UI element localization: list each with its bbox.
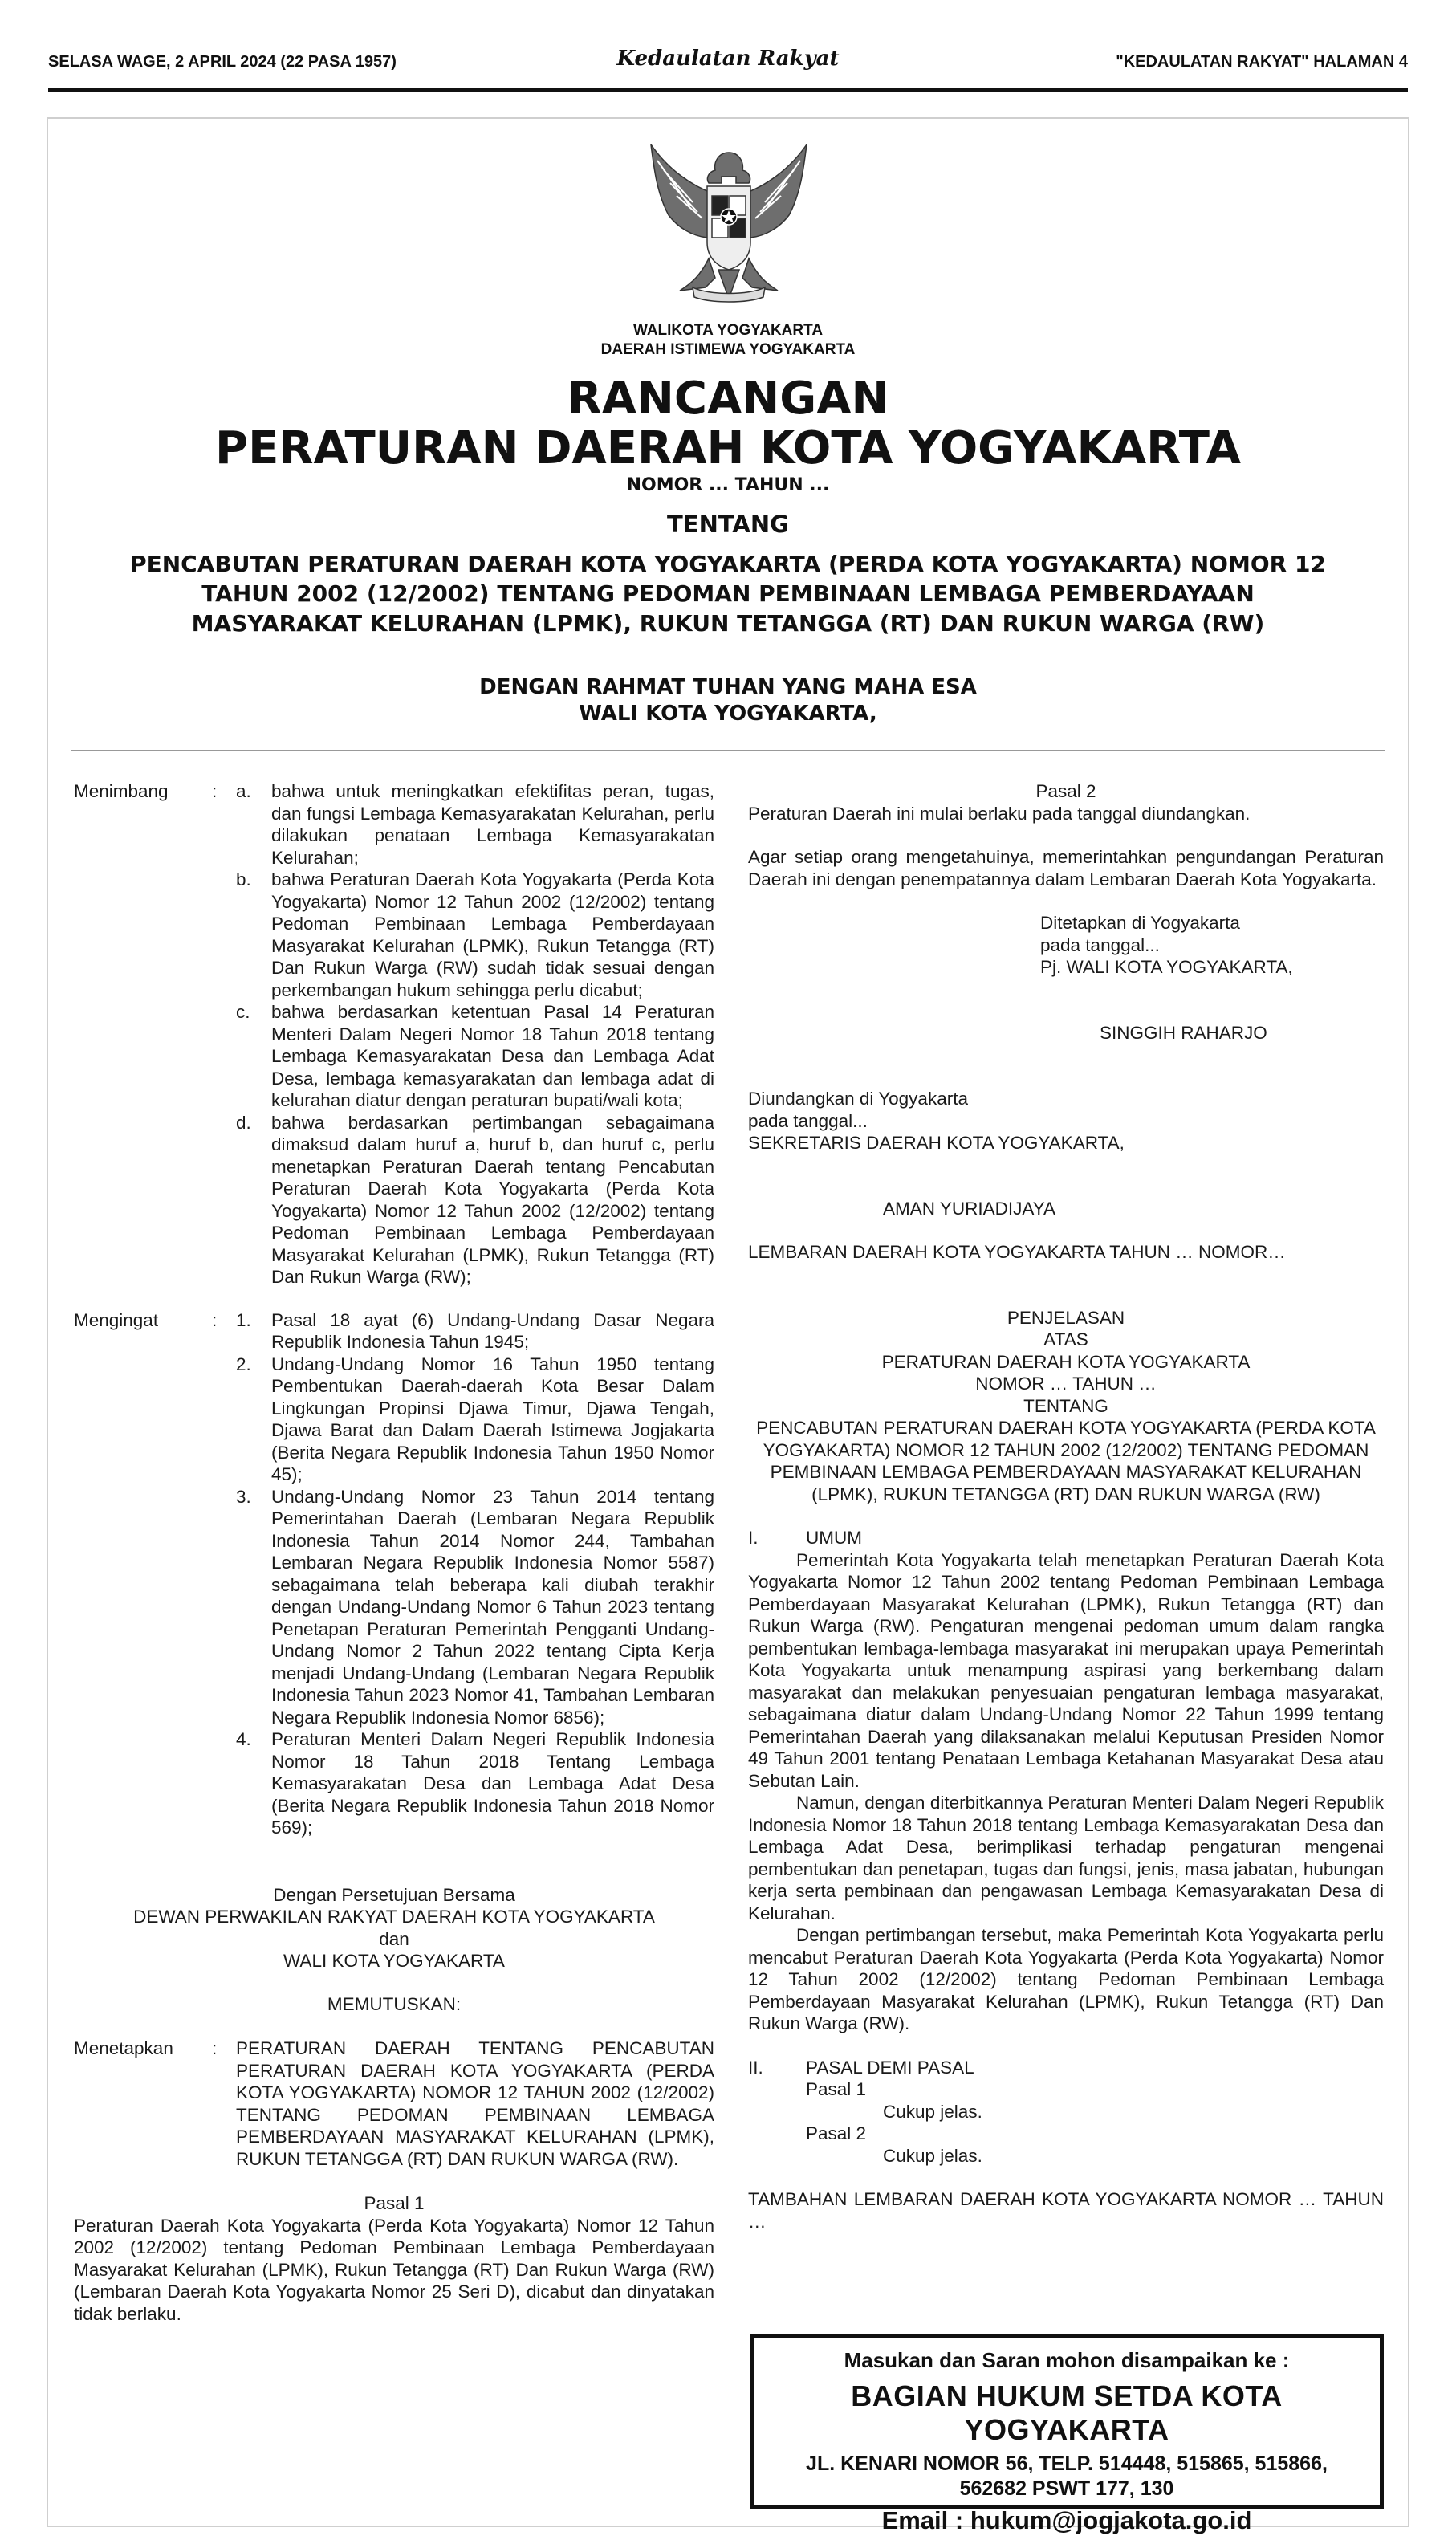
document-number: NOMOR ... TAHUN ... — [626, 475, 830, 495]
pasal-2-text-2: Agar setiap orang mengetahuinya, memerintahkan pengundangan Peraturan Daerah ini dengan penempatannya dalam Lembaran Daerah Kota Yogyakarta. — [748, 847, 1384, 889]
lembaran-daerah: LEMBARAN DAERAH KOTA YOGYAKARTA TAHUN … NOMOR… — [748, 1242, 1286, 1262]
contact-intro: Masukan dan Saran mohon disampaikan ke : — [844, 2348, 1290, 2372]
penjelasan-heading: PENJELASAN ATAS PERATURAN DAERAH KOTA YOGYAKARTA NOMOR … TAHUN … TENTANG PENCABUTAN PERATURAN DAERAH KOTA YOGYAKARTA (PERDA KOTA YOGYAKARTA) NOMOR 12 TAHUN 2002 (12/2002) TENTANG PEDOMAN PEMBINAAN LEMBAGA PEMBERDAYAAN MASYARAKAT KELURAHAN (LPMK), RUKUN TETANGGA (RT) DAN RUKUN WARGA (RW) — [756, 1307, 1376, 1504]
preamble — [48, 674, 1408, 727]
pengundangan-line-3: SEKRETARIS DAERAH KOTA YOGYAKARTA, — [748, 1133, 1125, 1153]
menetapkan-colon: : — [212, 2038, 218, 2058]
pengundangan-block — [748, 1088, 1384, 1154]
list-item: d. bahwa berdasarkan pertimbangan sebagaimana dimaksud dalam huruf a, huruf b, dan huruf c, perlu menetapkan Peraturan Daerah tentang Pencabutan Peraturan Daerah Kota Yogyakarta (Perda Kota Yogyakarta) Nomor 12 Tahun 2002 (12/2002) tentang Pedoman Pembinaan Lembaga Pemberdayaan Masyarakat Kelurahan (LPMK), Rukun Tetangga (RT) Dan Rukun Warga (RW); — [236, 1112, 714, 1287]
contact-address: JL. KENARI NOMOR 56, TELP. 514448, 515865, 515866, 562682 PSWT 177, 130 — [806, 2452, 1328, 2500]
regulation-subject: PENCABUTAN PERATURAN DAERAH KOTA YOGYAKARTA (PERDA KOTA YOGYAKARTA) NOMOR 12 TAHUN 2002 (12/2002) TENTANG PEDOMAN PEMBINAAN LEMBAGA PEMBERDAYAAN MASYARAKAT KELURAHAN (LPMK), RUKUN TETANGGA (RT) DAN RUKUN WARGA (RW) — [130, 551, 1326, 637]
persetujuan-line-3: dan — [379, 1928, 409, 1949]
list-item: c. bahwa berdasarkan ketentuan Pasal 14 Peraturan Menteri Dalam Negeri Nomor 18 Tahun 2018 tentang Lembaga Kemasyarakatan Desa dan Lembaga Adat Desa, lembaga kemasyarakatan dan lembaga adat di kelurahan diatur dengan peraturan bupati/wali kota; — [236, 1002, 714, 1110]
umum-paragraph-1: Pemerintah Kota Yogyakarta telah menetapkan Peraturan Daerah Kota Yogyakarta Nomor 12 Tahun 2002 tentang Pedoman Pembinaan Lembaga Pemberdayaan Masyarakat Kelurahan (LPMK), Rukun Tetangga (RT) dan Rukun Warga (RW). Pengaturan mengenai pedoman umum dalam rangka pembentukan lembaga-lembaga masyarakat ini merupakan upaya Pemerintah Kota Yogyakarta untuk menampung aspirasi yang berkembang dalam masyarakat dan melakukan penyesuaian pengaturan lembaga masyarakat, sebagaimana diatur dalam Undang-Undang Nomor 22 Tahun 1999 tentang Pemerintahan Daerah yang dilaksanakan melalui Keputusan Presiden Nomor 49 Tahun 2001 tentang Penataan Lembaga Ketahanan Masyarakat Desa atau Sebutan Lain. — [748, 1549, 1384, 1791]
umum-paragraph-3: Dengan pertimbangan tersebut, maka Pemerintah Kota Yogyakarta perlu mencabut Peraturan Daerah Kota Yogyakarta (Perda Kota Yogyakarta) Nomor 12 Tahun 2002 (12/2002) tentang Pedoman Pembinaan Lembaga Pemberdayaan Masyarakat Kelurahan (LPMK), Rukun Tetangga (RT) Dan Rukun Warga (RW). — [748, 1925, 1384, 2033]
pasal-1-title: Pasal 1 — [364, 2193, 425, 2213]
preamble-line-2: WALI KOTA YOGYAKARTA, — [579, 702, 877, 726]
list-item: 4. Peraturan Menteri Dalam Negeri Republik Indonesia Nomor 18 Tahun 2018 Tentang Lembaga Kemasyarakatan Desa dan Lembaga Adat Desa (Berita Negara Republik Indonesia Tahun 2018 Nomor 569); — [236, 1729, 714, 1838]
header-date: SELASA WAGE, 2 APRIL 2024 (22 PASA 1957) — [48, 53, 397, 71]
penetapan-block — [748, 912, 1384, 979]
list-item: 3. Undang-Undang Nomor 23 Tahun 2014 tentang Pemerintahan Daerah (Lembaran Negara Republik Indonesia Tahun 2014 Nomor 244, Tambahan Lembaran Negara Republik Indonesia Nomor 5587) sebagaimana telah beberapa kali diubah terakhir dengan Undang-Undang Nomor 6 Tahun 2023 tentang Penetapan Peraturan Pemerintah Pengganti Undang-Undang Nomor 2 Tahun 2022 tentang Cipta Kerja menjadi Undang-Undang (Lembaran Negara Republik Indonesia Tahun 2023 Nomor 41, Tambahan Lembaran Negara Republik Indonesia Nomor 6856); — [236, 1486, 714, 1728]
preamble-line-1: DENGAN RAHMAT TUHAN YANG MAHA ESA — [479, 675, 977, 699]
pasal-1-text: Peraturan Daerah Kota Yogyakarta (Perda Kota Yogyakarta) Nomor 12 Tahun 2002 (12/2002) tentang Pedoman Pembinaan Lembaga Pemberdayaan Masyarakat Kelurahan (LPMK), Rukun Tetangga (RT) Dan Rukun Warga (RW) (Lembaran Daerah Kota Yogyakarta Nomor 25 Seri D), dicabut dan dinyatakan tidak berlaku. — [74, 2215, 714, 2324]
menetapkan-text: PERATURAN DAERAH TENTANG PENCABUTAN PERATURAN DAERAH KOTA YOGYAKARTA (PERDA KOTA YOGYAKARTA) NOMOR 12 TAHUN 2002 (12/2002) TENTANG PEDOMAN PEMBINAAN LEMBAGA PEMBERDAYAAN MASYARAKAT KELURAHAN (LPMK), RUKUN TETANGGA (RT) DAN RUKUN WARGA (RW). — [236, 2038, 714, 2169]
section-divider — [71, 750, 1385, 751]
issuer-block — [48, 321, 1408, 360]
mengingat-section — [74, 1309, 714, 1839]
persetujuan-line-2: DEWAN PERWAKILAN RAKYAT DAERAH KOTA YOGYAKARTA — [133, 1907, 655, 1927]
left-column — [74, 780, 714, 2325]
list-item: a. bahwa untuk meningkatkan efektifitas peran, tugas, dan fungsi Lembaga Kemasyarakatan Kelurahan, perlu dilakukan penataan Lembaga Kemasyarakatan Kelurahan; — [236, 781, 714, 868]
list-item: 2. Undang-Undang Nomor 16 Tahun 1950 tentang Pembentukan Daerah-daerah Kota Besar Dalam Lingkungan Propinsi Djawa Timur, Djawa Tengah, Djawa Barat dan Dalam Daerah Istimewa Jogjakarta (Berita Negara Republik Indonesia Tahun 1950 Nomor 45); — [236, 1353, 714, 1484]
secretary-name: AMAN YURIADIJAYA — [883, 1198, 1056, 1219]
persetujuan-line-1: Dengan Persetujuan Bersama — [273, 1884, 515, 1905]
masthead-logo: Kedaulatan Rakyat — [616, 47, 840, 71]
right-column: Pasal 2 Peraturan Daerah ini mulai berlaku pada tanggal diundangkan. Agar setiap orang mengetahuinya, memerintahkan pengundangan Peraturan Daerah ini dengan penempatannya dalam Lembaran Daerah Kota Yogyakarta. Ditetapkan di Yogyakarta pada tanggal... Pj. WALI KOTA YOGYAKARTA, SINGGIH RAHARJO Diundangkan di Yogyakarta pada tanggal... SEKRETARIS DAERAH KOTA YOGYAKARTA, AMAN YURIADIJAYA LEMBARAN DAERAH KOTA YOGYAKARTA TAHUN … NOMOR… PENJELASAN ATAS PERATURAN DAERAH KOTA YOGYAKARTA NOMOR … TAHUN … TENTANG PENCABUTAN PERATURAN DAERAH KOTA YOGYAKARTA (PERDA KOTA YOGYAKARTA) NOMOR 12 TAHUN 2002 (12/2002) TENTANG PEDOMAN PEMBINAAN LEMBAGA PEMBERDAYAAN MASYARAKAT KELURAHAN (LPMK), RUKUN TETANGGA (RT) DAN RUKUN WARGA (RW) I. UMUM Pemerintah Kota Yogyakarta telah menetapkan Peraturan Daerah Kota Yogyakarta Nomor 12 Tahun 2002 tentang Pedoman Pembinaan Lembaga Pemberdayaan Masyarakat Kelurahan (LPMK), Rukun Tetangga (RT) dan Rukun Warga (RW). Pengaturan mengenai pedoman umum dalam rangka pembentukan lembaga-lembaga masyarakat ini merupakan upaya Pemerintah Kota Yogyakarta untuk menampung aspirasi yang berkembang dalam masyarakat dan melakukan penyesuaian pengaturan lembaga masyarakat, sebagaimana diatur dalam Undang-Undang Nomor 22 Tahun 1999 tentang Pemerintahan Daerah yang dilaksanakan melalui Keputusan Presiden Nomor 49 Tahun 2001 tentang Penataan Lembaga Ketahanan Masyarakat Desa atau Sebutan Lain. Namun, dengan diterbitkannya Peraturan Menteri Dalam Negeri Republik Indonesia Nomor 18 Tahun 2018 tentang Lembaga Kemasyarakatan Desa dan Lembaga Adat Desa, berimplikasi terhadap pengaturan mengenai pembentukan dan penetapan, tugas dan fungsi, jenis, masa jabatan, hubungan kerja serta pembinaan dan pengawasan Lembaga Kemasyarakatan Desa di Kelurahan. Dengan pertimbangan tersebut, maka Pemerintah Kota Yogyakarta perlu mencabut Peraturan Daerah Kota Yogyakarta (Perda Kota Yogyakarta) Nomor 12 Tahun 2002 (12/2002) tentang Pedoman Pembinaan Lembaga Pemberdayaan Masyarakat Kelurahan (LPMK), Rukun Tetangga (RT) Dan Rukun Warga (RW). II. PASAL DEMI PASAL Pasal 1 Cukup jelas. Pasal 2 Cukup jelas. TAMBAHAN LEMBARAN DAERAH KOTA YOGYAKARTA NOMOR … TAHUN … — [748, 781, 1384, 2232]
contact-box — [750, 2334, 1384, 2534]
menetapkan-label: Menetapkan — [74, 2038, 173, 2058]
tentang-heading: TENTANG — [667, 511, 789, 538]
menimbang-label: Menimbang — [74, 781, 169, 801]
persetujuan-line-4: WALI KOTA YOGYAKARTA — [283, 1951, 505, 1971]
penetapan-line-1: Ditetapkan di Yogyakarta — [1040, 913, 1240, 933]
mengingat-label: Mengingat — [74, 1309, 159, 1330]
pengundangan-line-1: Diundangkan di Yogyakarta — [748, 1089, 968, 1109]
mengingat-colon: : — [212, 1309, 218, 1330]
garuda-emblem-icon — [645, 138, 813, 307]
document-title — [48, 374, 1408, 474]
title-line-2: PERATURAN DAERAH KOTA YOGYAKARTA — [215, 422, 1241, 474]
header-page: "KEDAULATAN RAKYAT" HALAMAN 4 — [1116, 53, 1408, 71]
contact-department: BAGIAN HUKUM SETDA KOTA YOGYAKARTA — [851, 2379, 1283, 2446]
issuer-line-2: DAERAH ISTIMEWA YOGYAKARTA — [600, 341, 856, 358]
pengundangan-line-2: pada tanggal... — [748, 1110, 868, 1131]
tambahan-lembaran: TAMBAHAN LEMBARAN DAERAH KOTA YOGYAKARTA NOMOR … TAHUN … — [748, 2189, 1384, 2232]
umum-heading: I. UMUM — [748, 1528, 862, 1548]
contact-email[interactable]: Email : hukum@jogjakota.go.id — [881, 2506, 1252, 2534]
list-item: 1. Pasal 18 ayat (6) Undang-Undang Dasar Negara Republik Indonesia Tahun 1945; — [236, 1309, 714, 1352]
menetapkan-section — [74, 2037, 714, 2170]
penetapan-line-2: pada tanggal... — [1040, 934, 1160, 955]
menimbang-section — [74, 780, 714, 1288]
pasal-2-title: Pasal 2 — [1035, 781, 1096, 801]
mayor-name: SINGGIH RAHARJO — [1100, 1022, 1267, 1043]
list-item: b. bahwa Peraturan Daerah Kota Yogyakarta (Perda Kota Yogyakarta) Nomor 12 Tahun 2002 (12/2002) tentang Pedoman Pembinaan Lembaga Pemberdayaan Masyarakat Kelurahan (LPMK), Rukun Tetangga (RT) Dan Rukun Warga (RW) sudah tidak sesuai dengan perkembangan hukum sehingga perlu dicabut; — [236, 869, 714, 1000]
title-line-1: RANCANGAN — [567, 372, 889, 425]
penetapan-line-3: Pj. WALI KOTA YOGYAKARTA, — [1040, 957, 1293, 977]
page-header — [48, 47, 1408, 79]
pasal-2-text: Peraturan Daerah ini mulai berlaku pada tanggal diundangkan. — [748, 803, 1251, 824]
persetujuan-block — [74, 1884, 714, 2016]
memutuskan-heading: MEMUTUSKAN: — [327, 1993, 462, 2014]
issuer-line-1: WALIKOTA YOGYAKARTA — [632, 322, 824, 339]
pasal-demi-pasal-heading: II. PASAL DEMI PASAL — [748, 2057, 974, 2078]
header-divider — [48, 88, 1408, 92]
umum-paragraph-2: Namun, dengan diterbitkannya Peraturan Menteri Dalam Negeri Republik Indonesia Nomor 18 Tahun 2018 tentang Lembaga Kemasyarakatan Desa dan Lembaga Adat Desa, berimplikasi terhadap pengaturan mengenai pembentukan dan penetapan, tugas dan fungsi, jenis, masa jabatan, hubungan kerja serta pembinaan dan pengawasan Lembaga Kemasyarakatan Desa di Kelurahan. — [748, 1793, 1384, 1923]
menimbang-colon: : — [212, 781, 218, 801]
